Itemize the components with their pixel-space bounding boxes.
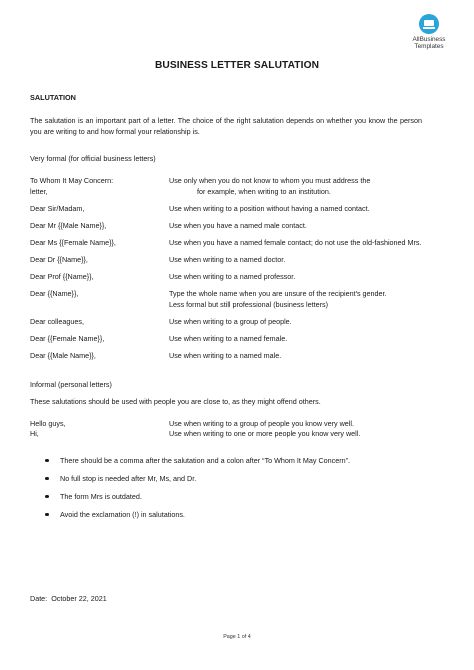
salutation-row <box>30 288 422 310</box>
salutation-row <box>30 316 422 327</box>
salutation-term: To Whom It May Concern: <box>30 176 114 185</box>
bullet-icon <box>45 459 49 463</box>
salutation-usage: Use when you have a named male contact. <box>169 221 307 230</box>
salutation-term: Hi, <box>30 429 39 438</box>
logo-line-2: Templates <box>414 43 444 50</box>
salutation-term: Dear Ms {{Female Name}}, <box>30 238 116 247</box>
list-item: There should be a comma after the salutation and a colon after “To Whom It May Concern”. <box>30 455 422 466</box>
tips-list <box>30 455 422 520</box>
salutation-term: Dear Dr {{Name}}, <box>30 255 88 264</box>
informal-intro: These salutations should be used with people you are close to, as they might offend others. <box>30 397 321 406</box>
informal-heading: Informal (personal letters) <box>30 380 112 389</box>
logo-line-1: AllBusiness <box>412 36 446 43</box>
date-label: Date: <box>30 594 48 603</box>
section-heading: SALUTATION <box>30 93 76 102</box>
date-value: October 22, 2021 <box>51 594 107 603</box>
salutation-term: Dear {{Male Name}}, <box>30 351 96 360</box>
salutation-usage: Use when writing to a position without having a named contact. <box>169 204 370 213</box>
salutation-usage-continued: for example, when writing to an institution. <box>197 187 331 196</box>
salutation-row <box>30 220 422 231</box>
bullet-icon <box>45 495 49 499</box>
salutation-usage: Use when writing to a named doctor. <box>169 255 286 264</box>
list-item: Avoid the exclamation (!) in salutations. <box>30 509 422 520</box>
salutation-usage: Use when writing to one or more people you know very well. <box>169 429 361 438</box>
salutation-usage: Use when you have a named female contact; do not use the old-fashioned Mrs. <box>169 238 422 247</box>
salutation-row <box>30 429 422 439</box>
logo-text <box>406 36 452 50</box>
salutation-usage: Use only when you do not know to whom you must address the <box>169 176 371 185</box>
laptop-icon <box>419 14 439 34</box>
salutation-row <box>30 203 422 214</box>
list-item: The form Mrs is outdated. <box>30 491 422 502</box>
salutation-term: Hello guys, <box>30 419 66 428</box>
salutation-row <box>30 333 422 344</box>
allbusiness-logo <box>406 14 452 50</box>
salutation-row <box>30 350 422 361</box>
bullet-icon <box>45 477 49 481</box>
salutation-usage: Use when writing to a named male. <box>169 351 282 360</box>
salutation-usage: Use when writing to a group of people. <box>169 317 292 326</box>
document-date <box>30 594 107 603</box>
salutation-term-continued: letter, <box>30 187 48 196</box>
list-item: No full stop is needed after Mr, Ms, and Dr. <box>30 473 422 484</box>
salutation-term: Dear {{Name}}, <box>30 289 79 298</box>
salutation-usage: Type the whole name when you are unsure of the recipient's gender. <box>169 289 387 298</box>
salutation-usage: Use when writing to a named professor. <box>169 272 296 281</box>
salutation-row <box>30 254 422 265</box>
informal-salutation-list <box>30 419 422 439</box>
salutation-usage: Use when writing to a group of people you know very well. <box>169 419 354 428</box>
document-title: BUSINESS LETTER SALUTATION <box>154 60 320 71</box>
salutation-term: Dear colleagues, <box>30 317 84 326</box>
intro-paragraph: The salutation is an important part of a letter. The choice of the right salutation depends on whether you know the person you are writing to and how formal your relationship is. <box>30 116 422 136</box>
salutation-row <box>30 271 422 282</box>
salutation-term: Dear {{Female Name}}, <box>30 334 105 343</box>
formal-salutation-list <box>30 175 422 361</box>
salutation-term: Dear Prof {{Name}}, <box>30 272 94 281</box>
salutation-usage-note: Less formal but still professional (business letters) <box>169 300 328 309</box>
page-number: Page 1 of 4 <box>223 634 251 640</box>
salutation-row <box>30 237 422 248</box>
salutation-row <box>30 419 422 429</box>
salutation-row <box>30 175 422 197</box>
document-body <box>30 92 422 527</box>
salutation-usage: Use when writing to a named female. <box>169 334 288 343</box>
salutation-term: Dear Sir/Madam, <box>30 204 85 213</box>
formal-heading: Very formal (for official business letters) <box>30 154 156 163</box>
bullet-icon <box>45 513 49 517</box>
salutation-term: Dear Mr {{Male Name}}, <box>30 221 107 230</box>
